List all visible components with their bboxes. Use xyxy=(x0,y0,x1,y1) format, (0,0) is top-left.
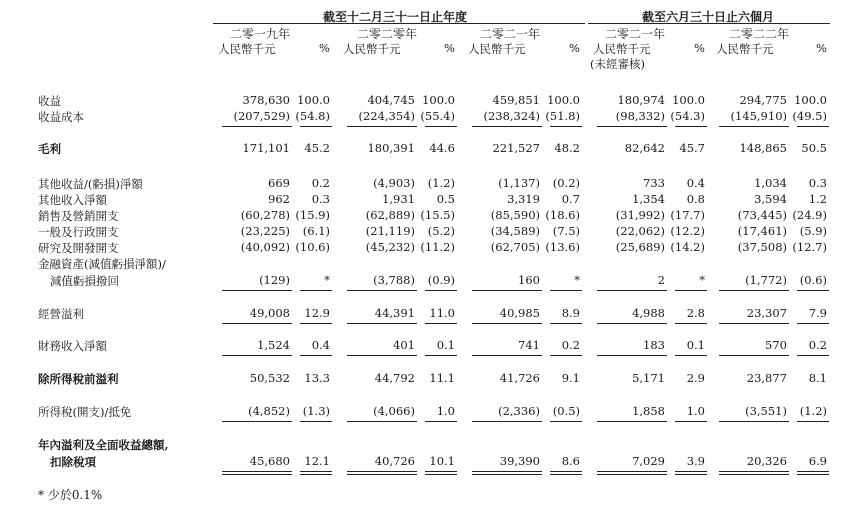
percent-cell: 0.2 xyxy=(311,176,330,190)
row-label-other-income: 其他收入淨額 xyxy=(38,193,107,207)
amount-cell: (3,551) xyxy=(745,404,787,418)
underline-row xyxy=(597,355,667,356)
unit-header-2: 人民幣千元 xyxy=(343,42,401,56)
amount-cell: 23,877 xyxy=(746,371,787,385)
underline-row xyxy=(797,323,829,324)
underline-row xyxy=(300,126,332,127)
amount-cell: (4,903) xyxy=(373,176,415,190)
underline-row xyxy=(347,323,417,324)
percent-cell: 8.6 xyxy=(561,454,580,468)
amount-cell: 378,630 xyxy=(242,93,290,107)
unit-header-5: 人民幣千元 xyxy=(716,42,774,56)
underline-row xyxy=(550,355,582,356)
underline-row xyxy=(347,126,417,127)
underline-row xyxy=(222,355,292,356)
underline-row xyxy=(425,355,457,356)
row-label-other-gains: 其他收益/(虧損)淨額 xyxy=(38,177,143,191)
amount-cell: 962 xyxy=(268,192,290,206)
underline-row xyxy=(222,323,292,324)
amount-cell: 1,858 xyxy=(632,404,665,418)
underline-row xyxy=(300,355,332,356)
row-label-profit-before-tax: 除所得稅前溢利 xyxy=(38,372,119,386)
amount-cell: 3,319 xyxy=(507,192,540,206)
percent-cell: 0.1 xyxy=(686,338,705,352)
percent-cell: (0.5) xyxy=(552,404,580,418)
underline-row xyxy=(675,290,707,291)
underline-row xyxy=(675,355,707,356)
amount-cell: (31,992) xyxy=(615,208,665,222)
pct-header-5: % xyxy=(816,41,827,55)
underline-row xyxy=(472,471,542,472)
percent-cell: * xyxy=(574,273,580,287)
percent-cell: 12.1 xyxy=(304,454,330,468)
amount-cell: (73,445) xyxy=(737,208,787,222)
double-underline-row xyxy=(472,474,542,475)
percent-cell: 0.7 xyxy=(561,192,580,206)
footnote: * 少於0.1% xyxy=(38,488,103,502)
percent-cell: (6.1) xyxy=(302,224,330,238)
amount-cell: 294,775 xyxy=(739,93,787,107)
double-underline-row xyxy=(347,474,417,475)
unit-header-4: 人民幣千元 xyxy=(593,42,651,56)
year-header-5: 二零二二年 xyxy=(728,27,789,41)
row-label-finance-income: 財務收入淨額 xyxy=(38,339,107,353)
percent-cell: (10.6) xyxy=(295,240,330,254)
percent-cell: (17.7) xyxy=(670,208,705,222)
underline-row xyxy=(472,126,542,127)
underline-row xyxy=(472,290,542,291)
amount-cell: (207,529) xyxy=(233,109,290,123)
row-label-income-tax: 所得稅(開支)/抵免 xyxy=(38,405,132,419)
amount-cell: 40,985 xyxy=(499,306,540,320)
amount-cell: 1,524 xyxy=(257,338,290,352)
amount-cell: 171,101 xyxy=(242,141,290,155)
underline-row xyxy=(347,471,417,472)
percent-cell: 0.4 xyxy=(686,176,705,190)
amount-cell: 82,642 xyxy=(624,141,665,155)
percent-cell: 12.9 xyxy=(304,306,330,320)
amount-cell: (37,508) xyxy=(737,240,787,254)
double-underline-row xyxy=(222,474,292,475)
percent-cell: 6.9 xyxy=(808,454,827,468)
amount-cell: (62,889) xyxy=(365,208,415,222)
amount-cell: 2 xyxy=(657,273,665,287)
percent-cell: (24.9) xyxy=(792,208,827,222)
amount-cell: 183 xyxy=(643,338,665,352)
underline-row xyxy=(675,421,707,422)
percent-cell: (55.4) xyxy=(420,109,455,123)
underline-row xyxy=(719,290,789,291)
percent-cell: (1.2) xyxy=(427,176,455,190)
row-label-cost-of-revenue: 收益成本 xyxy=(38,110,84,124)
amount-cell: 669 xyxy=(268,176,290,190)
double-underline-row xyxy=(425,474,457,475)
amount-cell: 160 xyxy=(518,273,540,287)
percent-cell: (5.2) xyxy=(427,224,455,238)
percent-cell: 11.1 xyxy=(429,371,455,385)
percent-cell: 0.8 xyxy=(686,192,705,206)
amount-cell: (129) xyxy=(259,273,290,287)
percent-cell: 0.3 xyxy=(311,192,330,206)
underline-row xyxy=(719,126,789,127)
amount-cell: 4,988 xyxy=(632,306,665,320)
percent-cell: 100.0 xyxy=(794,93,827,107)
amount-cell: (85,590) xyxy=(490,208,540,222)
percent-cell: 44.6 xyxy=(429,141,455,155)
amount-cell: (3,788) xyxy=(373,273,415,287)
amount-cell: 5,171 xyxy=(632,371,665,385)
percent-cell: 100.0 xyxy=(547,93,580,107)
unit-header-1: 人民幣千元 xyxy=(218,42,276,56)
percent-cell: (7.5) xyxy=(552,224,580,238)
year-header-4: 二零二一年 xyxy=(604,27,665,41)
amount-cell: (23,225) xyxy=(240,224,290,238)
year-header-3: 二零二一年 xyxy=(479,27,540,41)
double-underline-row xyxy=(719,474,789,475)
amount-cell: 40,726 xyxy=(374,454,415,468)
amount-cell: (224,354) xyxy=(358,109,415,123)
pct-header-4: % xyxy=(694,41,705,55)
underline-row xyxy=(597,421,667,422)
amount-cell: (145,910) xyxy=(730,109,787,123)
underline-row xyxy=(675,323,707,324)
row-label-total-profit-line2: 扣除稅項 xyxy=(50,455,96,469)
underline-row xyxy=(719,323,789,324)
amount-cell: 7,029 xyxy=(632,454,665,468)
amount-cell: 1,354 xyxy=(632,192,665,206)
pct-header-2: % xyxy=(444,41,455,55)
amount-cell: (2,336) xyxy=(498,404,540,418)
row-label-revenue: 收益 xyxy=(38,94,61,108)
year-header-1: 二零一九年 xyxy=(229,27,290,41)
row-label-operating-profit: 經營溢利 xyxy=(38,307,84,321)
underline-row xyxy=(675,471,707,472)
amount-cell: (40,092) xyxy=(240,240,290,254)
percent-cell: (51.8) xyxy=(545,109,580,123)
double-underline-row xyxy=(797,474,829,475)
percent-cell: 1.2 xyxy=(808,192,827,206)
underline-row xyxy=(425,323,457,324)
amount-cell: 44,792 xyxy=(374,371,415,385)
underline-row xyxy=(300,323,332,324)
underline-row xyxy=(597,471,667,472)
year-header-2: 二零二零年 xyxy=(356,27,417,41)
row-label-impairment-line2: 減值虧損撥回 xyxy=(50,274,119,288)
underline-row xyxy=(300,471,332,472)
underline-row xyxy=(300,421,332,422)
percent-cell: 45.2 xyxy=(304,141,330,155)
percent-cell: * xyxy=(324,273,330,287)
underline-row xyxy=(550,323,582,324)
percent-cell: (49.5) xyxy=(792,109,827,123)
percent-cell: 2.8 xyxy=(686,306,705,320)
percent-cell: (12.7) xyxy=(792,240,827,254)
amount-cell: (34,589) xyxy=(490,224,540,238)
percent-cell: 0.5 xyxy=(436,192,455,206)
group-title-six-months: 截至六月三十日止六個月 xyxy=(641,10,774,24)
double-underline-row xyxy=(675,474,707,475)
underline-row xyxy=(719,421,789,422)
percent-cell: 45.7 xyxy=(679,141,705,155)
underline-row xyxy=(797,355,829,356)
percent-cell: 13.3 xyxy=(304,371,330,385)
unaudited-label: (未經審核) xyxy=(590,57,645,71)
underline-row xyxy=(425,290,457,291)
underline-row xyxy=(597,323,667,324)
percent-cell: 50.5 xyxy=(801,141,827,155)
percent-cell: (0.6) xyxy=(799,273,827,287)
percent-cell: 8.1 xyxy=(808,371,827,385)
amount-cell: (17,461) xyxy=(737,224,787,238)
underline-row xyxy=(425,421,457,422)
row-label-gross-profit: 毛利 xyxy=(38,142,61,156)
percent-cell: 0.2 xyxy=(561,338,580,352)
amount-cell: 50,532 xyxy=(249,371,290,385)
percent-cell: (5.9) xyxy=(799,224,827,238)
amount-cell: (21,119) xyxy=(365,224,415,238)
amount-cell: (98,332) xyxy=(615,109,665,123)
percent-cell: 0.3 xyxy=(808,176,827,190)
amount-cell: 3,594 xyxy=(754,192,787,206)
percent-cell: 100.0 xyxy=(422,93,455,107)
amount-cell: 741 xyxy=(518,338,540,352)
underline-row xyxy=(797,290,829,291)
underline-row xyxy=(550,421,582,422)
amount-cell: (1,137) xyxy=(498,176,540,190)
underline-row xyxy=(222,126,292,127)
underline-row xyxy=(425,126,457,127)
underline-row xyxy=(347,290,417,291)
percent-cell: (15.9) xyxy=(295,208,330,222)
percent-cell: 0.4 xyxy=(311,338,330,352)
amount-cell: 1,034 xyxy=(754,176,787,190)
amount-cell: 45,680 xyxy=(249,454,290,468)
amount-cell: 459,851 xyxy=(492,93,540,107)
underline-row xyxy=(472,355,542,356)
amount-cell: 180,391 xyxy=(367,141,415,155)
double-underline-row xyxy=(300,474,332,475)
percent-cell: 3.9 xyxy=(686,454,705,468)
row-label-rd-expenses: 研究及開發開支 xyxy=(38,241,119,255)
percent-cell: 1.0 xyxy=(436,404,455,418)
percent-cell: 1.0 xyxy=(686,404,705,418)
underline-row xyxy=(597,290,667,291)
amount-cell: 44,391 xyxy=(374,306,415,320)
row-label-impairment-line1: 金融資產(減值虧損淨額)/ xyxy=(38,257,166,271)
percent-cell: (11.2) xyxy=(420,240,455,254)
double-underline-row xyxy=(550,474,582,475)
amount-cell: 49,008 xyxy=(249,306,290,320)
percent-cell: 2.9 xyxy=(686,371,705,385)
percent-cell: (13.6) xyxy=(545,240,580,254)
amount-cell: 733 xyxy=(643,176,665,190)
amount-cell: 148,865 xyxy=(739,141,787,155)
percent-cell: (54.8) xyxy=(295,109,330,123)
underline-row xyxy=(797,126,829,127)
percent-cell: (18.6) xyxy=(545,208,580,222)
underline-row xyxy=(222,421,292,422)
group-title-annual: 截至十二月三十一日止年度 xyxy=(322,10,467,24)
percent-cell: 10.1 xyxy=(429,454,455,468)
amount-cell: (22,062) xyxy=(615,224,665,238)
underline-row xyxy=(347,355,417,356)
pct-header-1: % xyxy=(319,41,330,55)
percent-cell: (0.2) xyxy=(552,176,580,190)
amount-cell: 221,527 xyxy=(492,141,540,155)
underline-row xyxy=(347,421,417,422)
percent-cell: 100.0 xyxy=(672,93,705,107)
percent-cell: (54.3) xyxy=(670,109,705,123)
percent-cell: 48.2 xyxy=(554,141,580,155)
amount-cell: 180,974 xyxy=(617,93,665,107)
double-underline-row xyxy=(597,474,667,475)
amount-cell: (238,324) xyxy=(483,109,540,123)
percent-cell: 7.9 xyxy=(808,306,827,320)
underline-row xyxy=(797,421,829,422)
underline-row xyxy=(719,355,789,356)
percent-cell: 0.2 xyxy=(808,338,827,352)
percent-cell: 9.1 xyxy=(561,371,580,385)
row-label-admin-expenses: 一般及行政開支 xyxy=(38,225,119,239)
row-label-selling-expenses: 銷售及營銷開支 xyxy=(38,209,119,223)
amount-cell: 570 xyxy=(765,338,787,352)
percent-cell: (14.2) xyxy=(670,240,705,254)
amount-cell: 404,745 xyxy=(367,93,415,107)
amount-cell: 41,726 xyxy=(499,371,540,385)
underline-row xyxy=(550,126,582,127)
underline-row xyxy=(550,290,582,291)
underline-row xyxy=(300,290,332,291)
percent-cell: (0.9) xyxy=(427,273,455,287)
underline-row xyxy=(719,471,789,472)
underline-row xyxy=(222,290,292,291)
amount-cell: (4,852) xyxy=(248,404,290,418)
percent-cell: 11.0 xyxy=(429,306,455,320)
percent-cell: (15.5) xyxy=(420,208,455,222)
amount-cell: (60,278) xyxy=(240,208,290,222)
underline-row xyxy=(472,421,542,422)
pct-header-3: % xyxy=(569,41,580,55)
percent-cell: 0.1 xyxy=(436,338,455,352)
amount-cell: 23,307 xyxy=(746,306,787,320)
underline-row xyxy=(472,323,542,324)
underline-row xyxy=(550,471,582,472)
underline-row xyxy=(597,126,667,127)
unit-header-3: 人民幣千元 xyxy=(468,42,526,56)
amount-cell: (25,689) xyxy=(615,240,665,254)
underline-row xyxy=(425,471,457,472)
amount-cell: (1,772) xyxy=(745,273,787,287)
amount-cell: (45,232) xyxy=(365,240,415,254)
underline-row xyxy=(797,471,829,472)
underline-row xyxy=(222,471,292,472)
row-label-total-profit-line1: 年內溢利及全面收益總額, xyxy=(38,438,169,452)
amount-cell: 1,931 xyxy=(382,192,415,206)
amount-cell: 401 xyxy=(393,338,415,352)
group-underline-six-months xyxy=(588,23,830,24)
amount-cell: 39,390 xyxy=(499,454,540,468)
percent-cell: * xyxy=(699,273,705,287)
group-underline-annual xyxy=(213,23,585,24)
amount-cell: (4,066) xyxy=(373,404,415,418)
percent-cell: (1.3) xyxy=(302,404,330,418)
underline-row xyxy=(675,126,707,127)
amount-cell: 20,326 xyxy=(746,454,787,468)
percent-cell: 100.0 xyxy=(297,93,330,107)
percent-cell: 8.9 xyxy=(561,306,580,320)
percent-cell: (1.2) xyxy=(799,404,827,418)
amount-cell: (62,705) xyxy=(490,240,540,254)
percent-cell: (12.2) xyxy=(670,224,705,238)
